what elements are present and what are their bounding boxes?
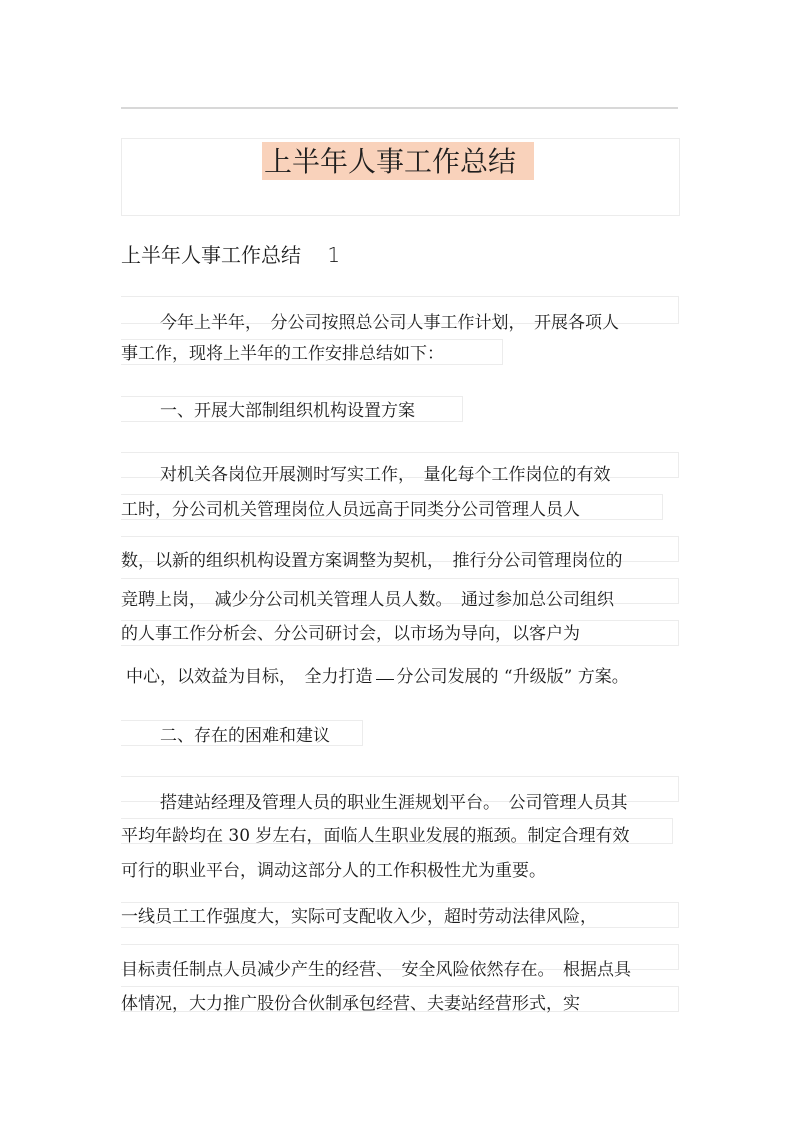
blank-underline [376,679,394,680]
line-part: 分公司发展的 “升级版” 方案。 [396,667,629,687]
line-part: 中心，以效益为目标， 全力打造 [126,667,373,687]
paragraph-line: 数，以新的组织机构设置方案调整为契机， 推行分公司管理岗位的 [121,551,623,571]
paragraph-line: 平均年龄均在 30 岁左右，面临人生职业发展的瓶颈。制定合理有效 [121,826,630,846]
paragraph-line: 的人事工作分析会、分公司研讨会，以市场为导向，以客户为 [121,624,580,644]
top-rule [121,107,678,109]
paragraph-line: 工时，分公司机关管理岗位人员远高于同类分公司管理人员人 [121,500,580,520]
paragraph-line: 目标责任制点人员减少产生的经营、 安全风险依然存在。 根据点具 [121,960,631,980]
paragraph-line: 可行的职业平台，调动这部分人的工作积极性尤为重要。 [121,861,546,881]
paragraph-line: 对机关各岗位开展测时写实工作， 量化每个工作岗位的有效 [160,465,611,485]
paragraph-line: 事工作，现将上半年的工作安排总结如下： [121,344,444,364]
section-title: 上半年人事工作总结 1 [121,243,341,267]
heading-one: 一、开展大部制组织机构设置方案 [160,401,415,421]
paragraph-line [126,667,629,687]
paragraph-line: 竞聘上岗， 减少分公司机关管理人员人数。 通过参加总公司组织 [121,590,614,610]
paragraph-line: 今年上半年， 分公司按照总公司人事工作计划， 开展各项人 [160,313,619,333]
paragraph-line: 体情况，大力推广股份合伙制承包经营、夫妻站经营形式，实 [121,994,580,1014]
paragraph-line: 一线员工工作强度大，实际可支配收入少，超时劳动法律风险， [121,907,597,927]
paragraph-line: 搭建站经理及管理人员的职业生涯规划平台。 公司管理人员其 [160,793,628,813]
heading-two: 二、存在的困难和建议 [160,726,330,746]
document-title: 上半年人事工作总结 [264,145,517,178]
